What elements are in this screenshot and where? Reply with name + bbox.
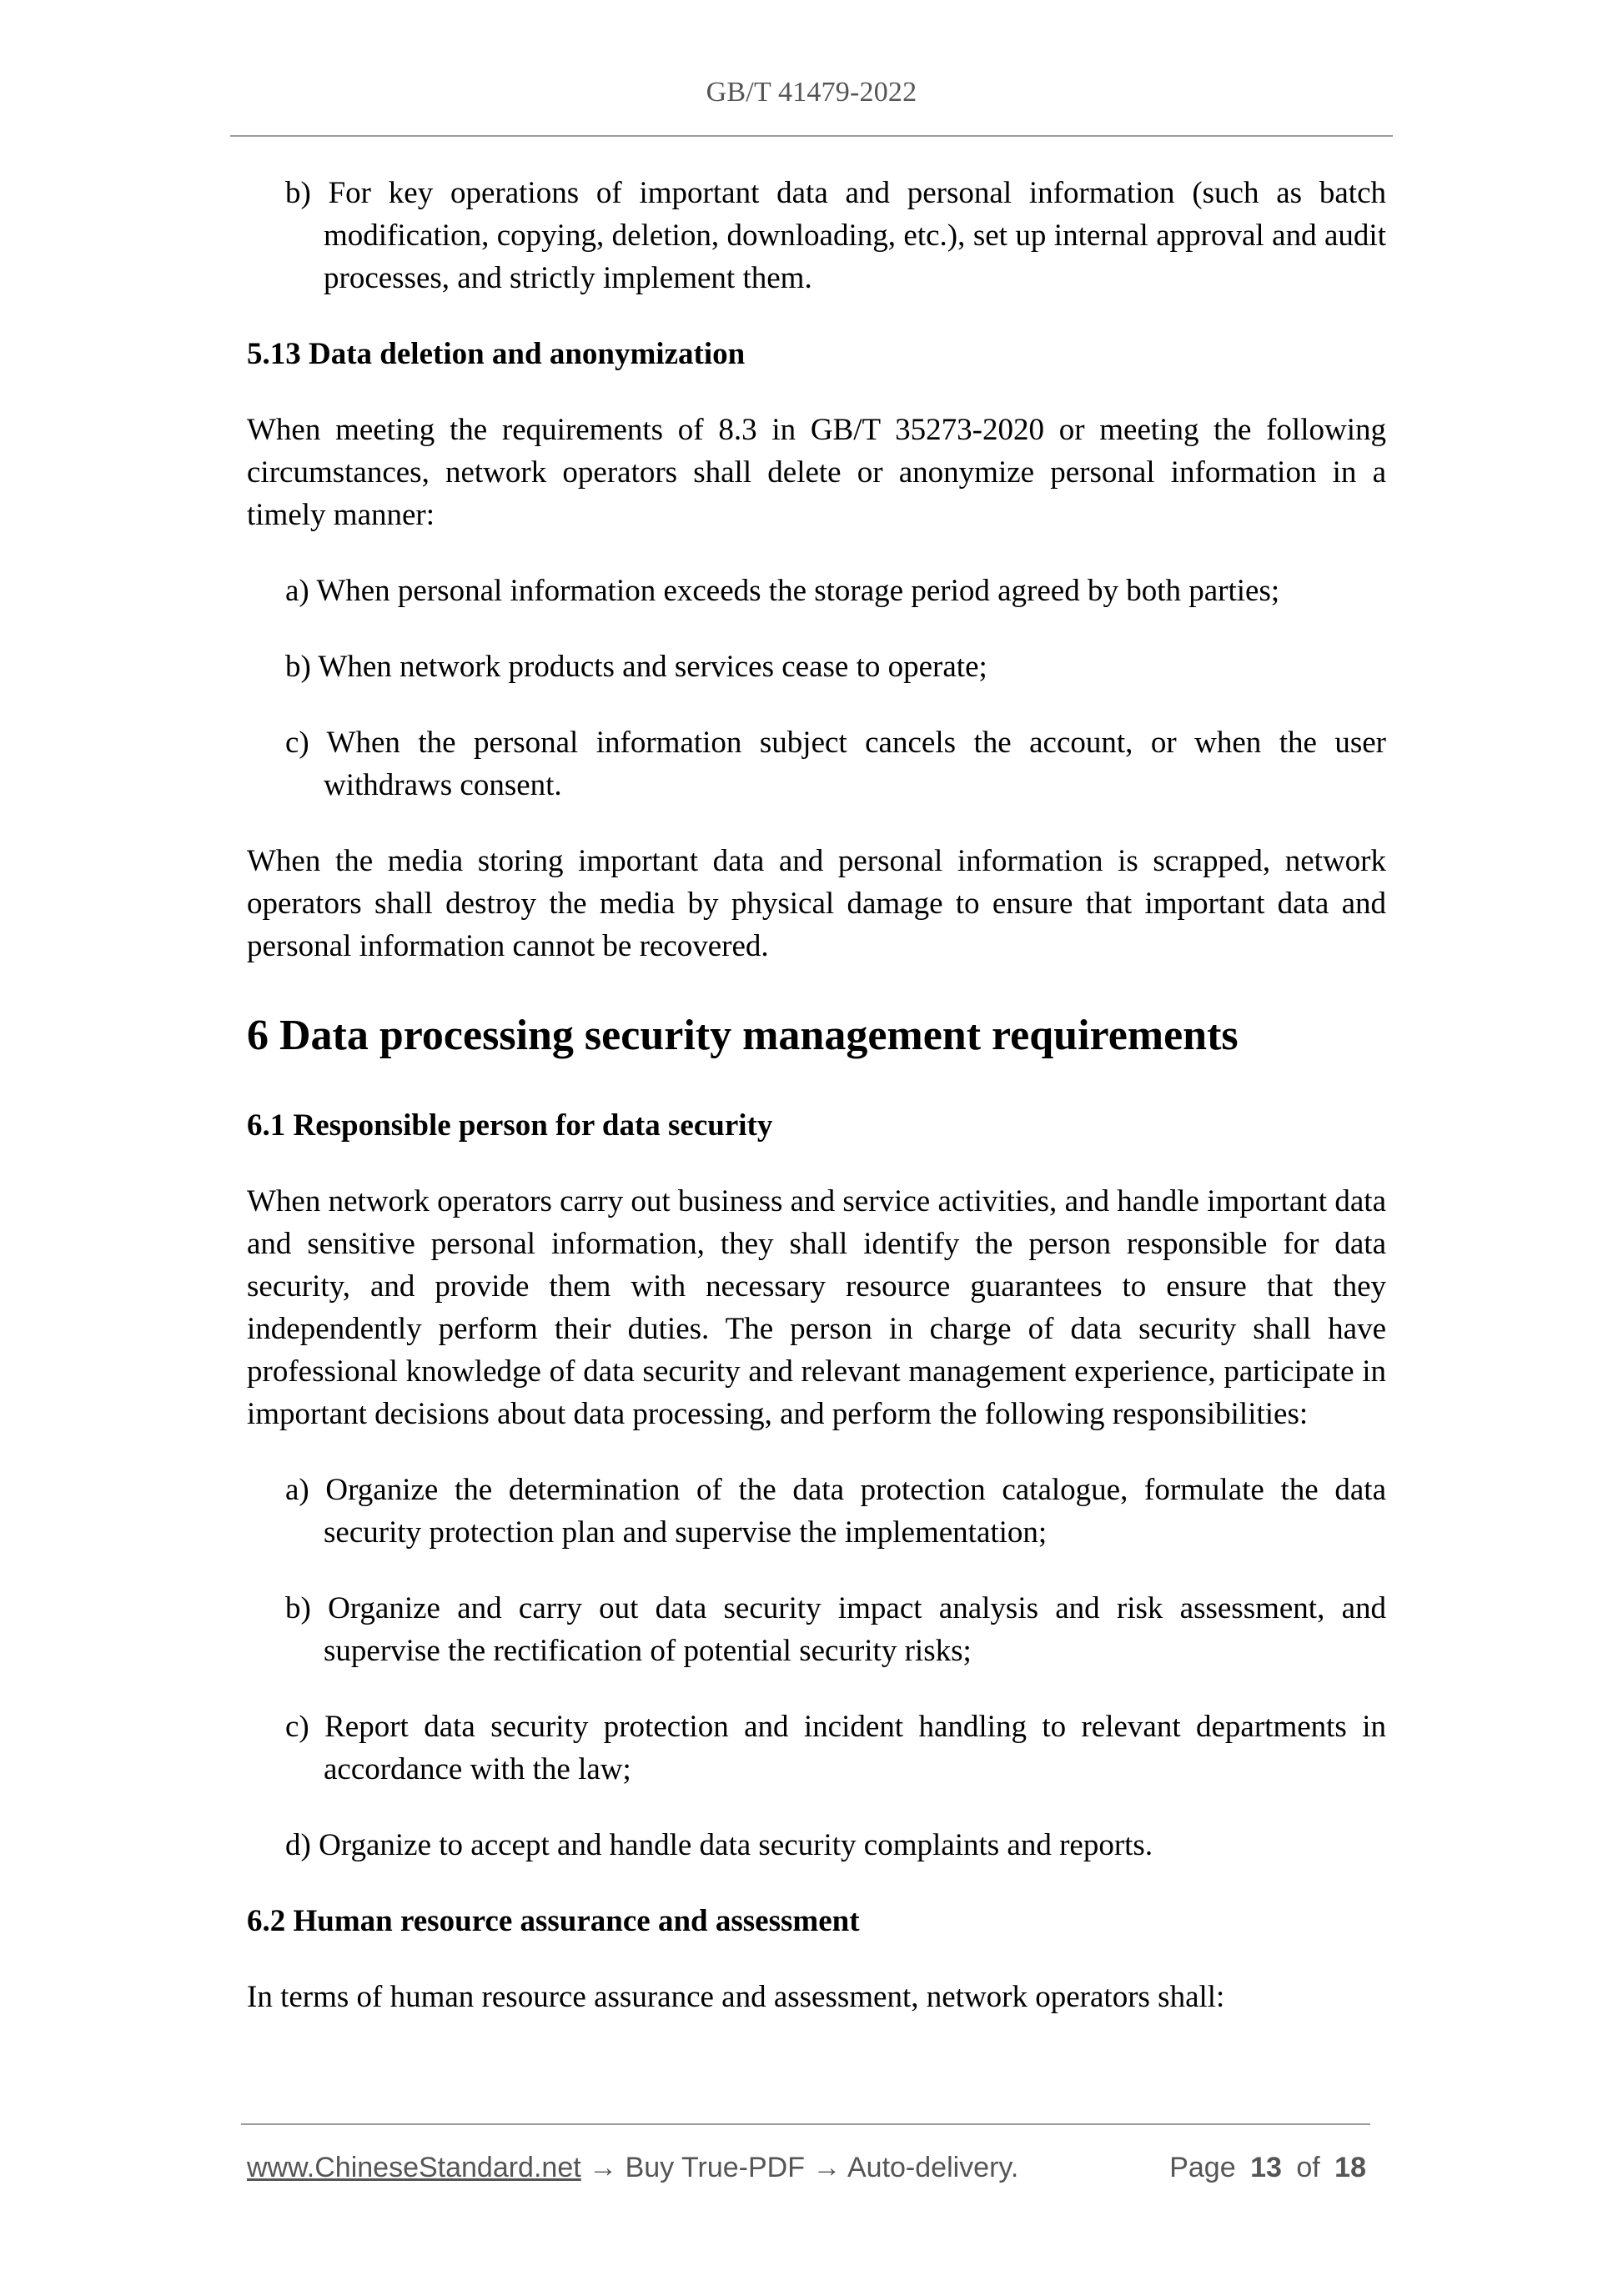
chapter-heading-6: 6 Data processing security management requirements: [247, 1012, 1239, 1059]
paragraph: In terms of human resource assurance and assessment, network operators shall:: [247, 1980, 1225, 2014]
section-heading-6-1: 6.1 Responsible person for data security: [247, 1108, 773, 1143]
header-divider: [230, 135, 1393, 137]
list-item: c) Report data security protection and incident handling to relevant departments in accordance with the law;: [285, 1710, 1386, 1786]
site-link[interactable]: www.ChineseStandard.net: [247, 2152, 581, 2183]
paragraph: When network operators carry out business and service activities, and handle important data and sensitive personal information, they shall identify the person responsible for data security, and provide them with necessary resource guarantees to ensure that they independently perform their duties. The person in charge of data security shall have professional knowledge of data security and relevant management experience, participate in important decisions about data processing, and perform the following responsibilities:: [247, 1184, 1386, 1431]
list-item: d) Organize to accept and handle data security complaints and reports.: [285, 1828, 1153, 1862]
page-label: Page: [1169, 2152, 1236, 2183]
of-label: of: [1296, 2152, 1320, 2183]
list-item: b) For key operations of important data and personal information (such as batch modification, copying, deletion, downloading, etc.), set up internal approval and audit processes, and strictly implement them.: [285, 176, 1386, 295]
list-item: b) Organize and carry out data security impact analysis and risk assessment, and supervise the rectification of potential security risks;: [285, 1591, 1386, 1668]
section-heading-6-2: 6.2 Human resource assurance and assessment: [247, 1904, 860, 1938]
paragraph: When meeting the requirements of 8.3 in GB/T 35273-2020 or meeting the following circumstances, network operators shall delete or anonymize personal information in a timely manner:: [247, 413, 1386, 532]
footer-promo: [247, 2152, 1018, 2184]
promo-text: → Buy True-PDF → Auto-delivery.: [580, 2152, 1019, 2183]
page-indicator: [1166, 2152, 1369, 2184]
current-page: 13: [1250, 2152, 1282, 2183]
paragraph: When the media storing important data and personal information is scrapped, network operators shall destroy the media by physical damage to ensure that important data and personal information cannot be recovered.: [247, 844, 1386, 963]
total-pages: 18: [1334, 2152, 1366, 2183]
footer-divider: [241, 2123, 1370, 2125]
list-item: c) When the personal information subject cancels the account, or when the user withdraws consent.: [285, 726, 1386, 802]
list-item: a) Organize the determination of the data protection catalogue, formulate the data security protection plan and supervise the implementation;: [285, 1473, 1386, 1550]
page-content: [247, 172, 1386, 2018]
page-footer: [247, 2152, 1369, 2184]
section-heading-5-13: 5.13 Data deletion and anonymization: [247, 337, 746, 371]
list-item: a) When personal information exceeds the storage period agreed by both parties;: [285, 574, 1280, 608]
list-item: b) When network products and services cease to operate;: [285, 650, 987, 684]
document-id-header: GB/T 41479-2022: [706, 77, 917, 108]
